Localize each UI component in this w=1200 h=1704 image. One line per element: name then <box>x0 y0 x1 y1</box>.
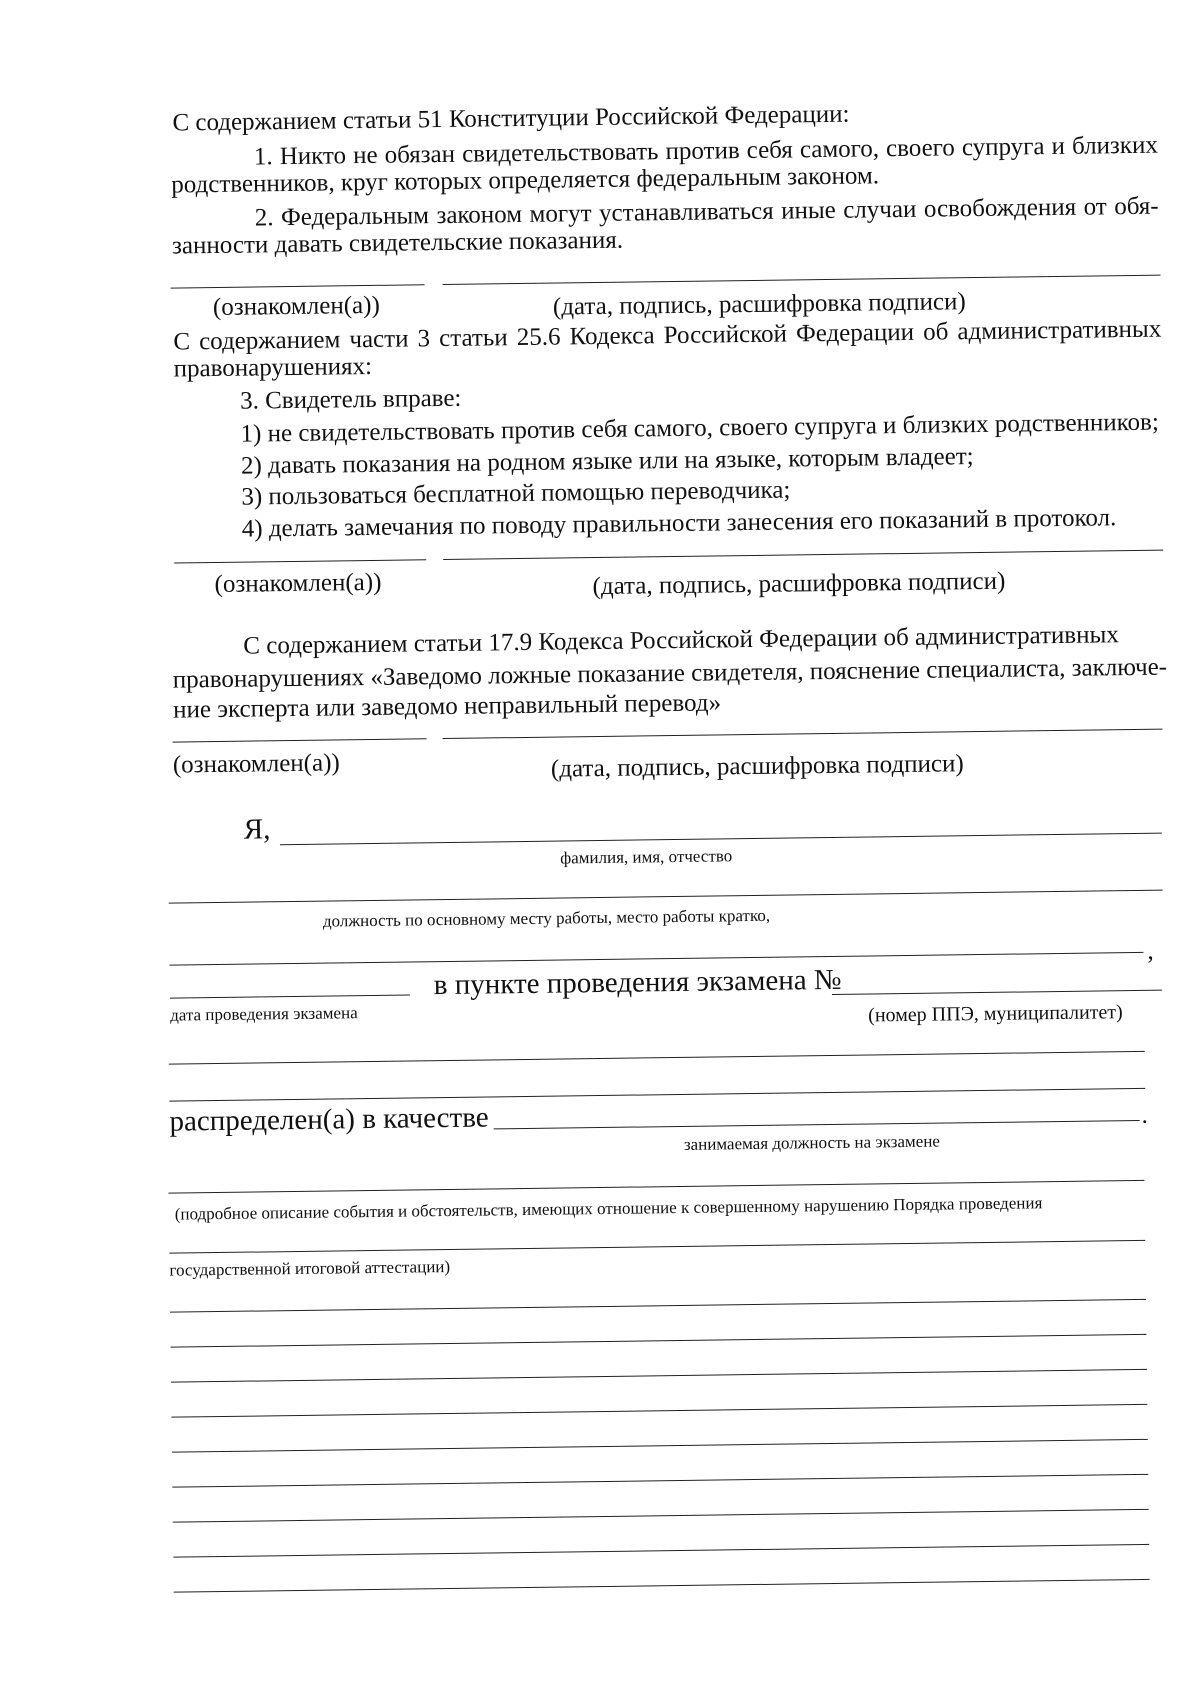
position-caption: должность по основному месту работы, место работы кратко, <box>322 905 771 931</box>
art17-line3: ние эксперта или заведомо неправильный перевод» <box>172 689 722 724</box>
blank-line-2[interactable] <box>169 1088 1145 1102</box>
art51-item2-line2: занности давать свидетельские показания. <box>171 226 624 260</box>
ack2-caption-right: (дата, подпись, расшифровка подписи) <box>592 567 1006 601</box>
role-period: . <box>1141 1101 1148 1129</box>
ack2-left-line[interactable] <box>174 559 426 563</box>
art17-line2: правонарушениях «Заведомо ложные показание свидетеля, пояснение специалиста, заключе- <box>172 653 1168 694</box>
art51-item1-line1: 1. Никто не обязан свидетельствовать против себя самого, своего супруга и близких <box>253 131 1159 171</box>
position-line[interactable] <box>169 890 1163 904</box>
desc-line-8[interactable] <box>172 1474 1148 1488</box>
ack1-right-line[interactable] <box>443 275 1161 285</box>
exam-date-line[interactable] <box>170 995 410 999</box>
ack3-caption-left: (ознакомлен(а)) <box>172 749 340 779</box>
fio-line[interactable] <box>280 833 1162 846</box>
ppe-text: в пункте проведения экзамена № <box>433 963 842 1002</box>
desc-line-3[interactable] <box>170 1299 1146 1313</box>
desc-line-7[interactable] <box>172 1439 1148 1453</box>
art25-item3: 3) пользоваться бесплатной помощью переводчика; <box>241 476 791 511</box>
desc-caption-line1: (подробное описание события и обстоятельств, имеющих отношение к совершенному нарушению Порядка проведения <box>174 1193 1043 1224</box>
desc-line-10[interactable] <box>173 1544 1149 1558</box>
desc-line-5[interactable] <box>171 1369 1147 1383</box>
art25-heading-line1: С содержанием части 3 статьи 25.6 Кодекса Российской Федерации об административных <box>173 315 1162 356</box>
art51-item1-line2: родственников, круг которых определяется федеральным законом. <box>171 162 880 199</box>
role-caption: занимаемая должность на экзамене <box>683 1131 941 1154</box>
art51-item2-line1: 2. Федеральным законом могут устанавливаться иные случаи освобождения от обя- <box>254 192 1159 232</box>
ack3-left-line[interactable] <box>173 738 427 742</box>
workplace-line[interactable] <box>169 952 1143 966</box>
ppe-number-line[interactable] <box>832 990 1162 995</box>
ppe-caption: (номер ППЭ, муниципалитет) <box>868 1001 1123 1027</box>
ack1-caption-left: (ознакомлен(а)) <box>212 291 380 322</box>
art25-item0: 3. Свидетель вправе: <box>239 384 462 415</box>
ack3-right-line[interactable] <box>443 729 1163 739</box>
fio-caption: фамилия, имя, отчество <box>560 846 733 868</box>
blank-line-1[interactable] <box>169 1051 1145 1065</box>
desc-line-11[interactable] <box>174 1579 1150 1593</box>
assigned-label: распределен(а) в качестве <box>169 1101 489 1138</box>
role-line[interactable] <box>494 1120 1140 1129</box>
art25-item2: 2) давать показания на родном языке или на языке, которым владеет; <box>240 443 974 480</box>
workplace-comma: , <box>1147 937 1154 965</box>
art25-item4: 4) делать замечания по поводу правильности занесения его показаний в протокол. <box>241 504 1117 543</box>
desc-line-4[interactable] <box>170 1334 1146 1348</box>
art51-heading: С содержанием статьи 51 Конституции Российской Федерации: <box>172 100 850 137</box>
ya-label: Я, <box>243 813 271 846</box>
art17-line1: С содержанием статьи 17.9 Кодекса Российской Федерации об административных <box>243 621 1119 660</box>
desc-line-9[interactable] <box>173 1509 1149 1523</box>
desc-line-2[interactable] <box>169 1240 1145 1254</box>
desc-line-6[interactable] <box>171 1404 1147 1418</box>
ack1-caption-right: (дата, подпись, расшифровка подписи) <box>552 288 966 321</box>
ack1-left-line[interactable] <box>171 284 425 288</box>
exam-date-caption: дата проведения экзамена <box>170 1003 358 1025</box>
art25-heading-line2: правонарушениях: <box>173 352 373 383</box>
desc-caption-line2: государственной итоговой аттестации) <box>169 1256 451 1280</box>
desc-line-1[interactable] <box>168 1180 1144 1194</box>
art25-item1: 1) не свидетельствовать против себя самого, своего супруга и близких родственников; <box>240 408 1160 448</box>
ack2-right-line[interactable] <box>443 550 1163 560</box>
ack3-caption-right: (дата, подпись, расшифровка подписи) <box>550 750 964 783</box>
ack2-caption-left: (ознакомлен(а)) <box>214 568 382 599</box>
